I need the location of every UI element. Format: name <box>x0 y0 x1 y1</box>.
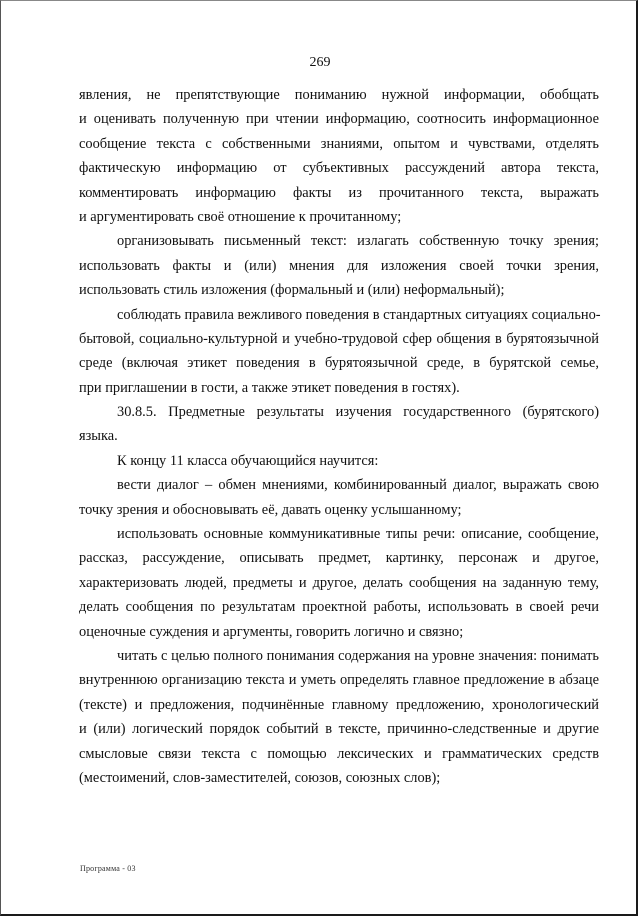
paragraph <box>79 83 599 229</box>
paragraph <box>79 522 599 644</box>
text-line: (тексте) и предложения, подчинённые главному предложению, хронологический <box>79 696 599 713</box>
text-line: явления, не препятствующие пониманию нужной информации, обобщать <box>79 87 599 103</box>
text-line: внутреннюю организацию текста и уметь определять главное предложение в абзаце <box>79 672 599 689</box>
text-line: использовать основные коммуникативные типы речи: описание, сообщение, <box>117 526 599 543</box>
text-line: читать с целью полного понимания содержания на уровне значения: понимать <box>117 647 599 664</box>
text-line: рассказ, рассуждение, описывать предмет, картинку, персонаж и другое, <box>79 550 599 567</box>
text-line: смысловые связи текста с помощью лексических и грамматических средств <box>79 745 599 762</box>
text-line: использовать факты и (или) мнения для изложения своей точки зрения, <box>79 257 599 274</box>
text-line: и (или) логический порядок событий в тексте, причинно-следственные и другие <box>79 721 599 738</box>
text-line: точку зрения и обосновывать её, давать оценку услышанному; <box>79 501 462 518</box>
paragraph <box>79 400 599 449</box>
page-number: 269 <box>309 55 331 70</box>
paragraph <box>79 644 599 790</box>
text-line: делать сообщения по результатам проектной работы, использовать в своей речи <box>79 599 599 616</box>
text-line: (местоимений, слов-заместителей, союзов, союзных слов); <box>79 769 441 786</box>
text-line: 30.8.5. Предметные результаты изучения государственного (бурятского) <box>117 404 599 421</box>
paragraph <box>79 303 599 401</box>
text-line: использовать стиль изложения (формальный и (или) неформальный); <box>79 282 505 299</box>
text-line: характеризовать людей, предметы и другое, делать сообщения на заданную тему, <box>79 574 599 591</box>
text-line: комментировать информацию факты из прочитанного текста, выражать <box>79 184 599 201</box>
paragraph <box>79 229 599 302</box>
text-line: фактическую информацию от субъективных рассуждений автора текста, <box>79 160 599 177</box>
text-line: сообщение текста с собственными знаниями, опытом и чувствами, отделять <box>79 135 599 152</box>
text-line: вести диалог – обмен мнениями, комбинированный диалог, выражать свою <box>117 477 599 494</box>
document-body <box>79 83 599 790</box>
text-line: К концу 11 класса обучающийся научится: <box>117 452 379 469</box>
text-line: и аргументировать своё отношение к прочитанному; <box>79 208 402 225</box>
paragraph <box>79 473 599 522</box>
text-line: бытовой, социально-культурной и учебно-трудовой сфер общения в бурятоязычной <box>79 330 599 347</box>
text-line: и оценивать полученную при чтении информацию, соотносить информационное <box>79 111 599 128</box>
paragraph <box>79 449 599 473</box>
text-line: языка. <box>79 428 118 445</box>
footer-note: Программа - 03 <box>80 864 136 873</box>
text-line: среде (включая этикет поведения в бурятоязычной среде, в бурятской семье, <box>79 355 599 372</box>
text-line: соблюдать правила вежливого поведения в стандартных ситуациях социально- <box>117 306 601 323</box>
text-line: при приглашении в гости, а также этикет поведения в гостях). <box>79 379 460 396</box>
text-line: организовывать письменный текст: излагать собственную точку зрения; <box>117 233 599 250</box>
text-line: оценочные суждения и аргументы, говорить логично и связно; <box>79 623 464 640</box>
